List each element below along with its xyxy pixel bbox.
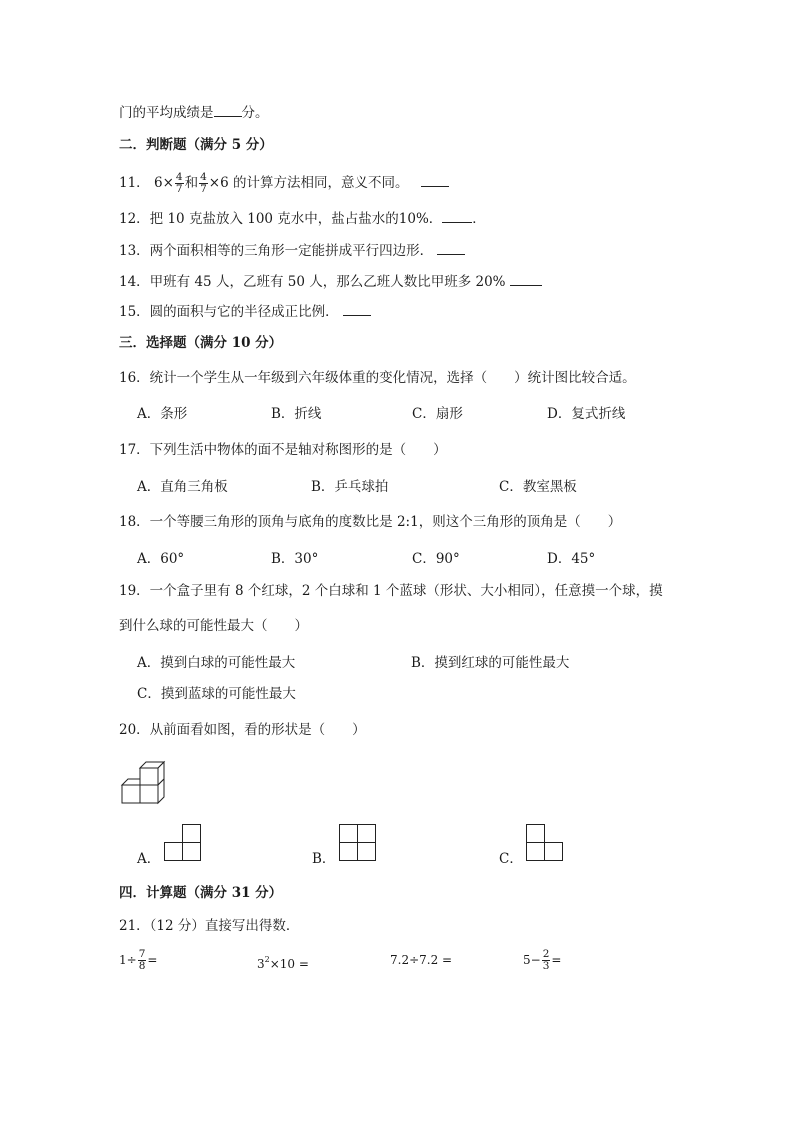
fraction-denominator: 7 bbox=[200, 183, 207, 195]
question-11 bbox=[119, 170, 449, 196]
expr-text: 6× bbox=[153, 175, 174, 191]
option-a[interactable]: A．60° bbox=[137, 551, 185, 567]
option-a[interactable]: A．摸到白球的可能性最大 bbox=[137, 655, 296, 671]
fraction-denominator: 3 bbox=[542, 960, 550, 972]
question-19-line2: 到什么球的可能性最大（ ） bbox=[119, 618, 308, 634]
intro-after-text: 分。 bbox=[241, 105, 269, 121]
question-19-line1: 19．一个盒子里有 8 个红球，2 个白球和 1 个蓝球（形状、大小相同），任意摸一个球，摸 bbox=[119, 583, 663, 599]
fraction bbox=[199, 172, 208, 195]
option-b[interactable]: B．30° bbox=[271, 551, 319, 567]
option-c[interactable]: C．教室黑板 bbox=[499, 479, 577, 495]
intro-line bbox=[119, 104, 269, 122]
answer-blank[interactable] bbox=[510, 273, 542, 286]
expr-text: ×10 = bbox=[269, 957, 309, 971]
question-12 bbox=[119, 210, 486, 228]
question-18: 18．一个等腰三角形的顶角与底角的度数比是 2:1，则这个三角形的顶角是（ ） bbox=[119, 514, 622, 530]
option-b[interactable]: B．摸到红球的可能性最大 bbox=[411, 655, 570, 671]
fraction-denominator: 8 bbox=[138, 960, 146, 972]
calc-expression-2 bbox=[257, 951, 309, 973]
fraction-numerator: 7 bbox=[138, 948, 146, 960]
question-text: 14．甲班有 45 人，乙班有 50 人，那么乙班人数比甲班多 20% bbox=[119, 274, 506, 290]
fraction-denominator: 7 bbox=[175, 183, 183, 195]
expr-text: 1÷ bbox=[119, 953, 137, 967]
fraction-numerator: 2 bbox=[542, 948, 550, 960]
section-title-calculation: 四．计算题（满分 31 分） bbox=[119, 885, 283, 901]
option-c[interactable]: C． bbox=[499, 851, 523, 867]
question-16: 16．统计一个学生从一年级到六年级体重的变化情况，选择（ ）统计图比较合适。 bbox=[119, 370, 636, 386]
fraction bbox=[175, 172, 184, 195]
option-c[interactable]: C．摸到蓝球的可能性最大 bbox=[137, 686, 296, 702]
expr-text: 和 bbox=[184, 175, 199, 191]
answer-blank[interactable] bbox=[442, 210, 472, 223]
option-a-view-icon bbox=[164, 824, 204, 864]
question-text: 15．圆的面积与它的半径成正比例． bbox=[119, 304, 339, 320]
question-number: 11． bbox=[119, 175, 150, 191]
option-d[interactable]: D．复式折线 bbox=[547, 406, 626, 422]
answer-blank[interactable] bbox=[214, 104, 242, 117]
calc-expression-1 bbox=[119, 946, 157, 974]
answer-blank[interactable] bbox=[437, 242, 465, 255]
option-a[interactable]: A．条形 bbox=[137, 406, 188, 422]
question-21: 21．（12 分）直接写出得数． bbox=[119, 918, 300, 934]
calc-expression-4 bbox=[523, 946, 561, 974]
question-text: 12．把 10 克盐放入 100 克水中，盐占盐水的10%． bbox=[119, 211, 443, 227]
fraction bbox=[138, 949, 147, 972]
expr-text: = bbox=[551, 953, 562, 967]
fraction-numerator: 4 bbox=[200, 171, 207, 183]
answer-blank[interactable] bbox=[343, 303, 371, 316]
option-b[interactable]: B．折线 bbox=[271, 406, 322, 422]
option-d[interactable]: D．45° bbox=[547, 551, 596, 567]
calc-expression-3: 7.2÷7.2 = bbox=[390, 953, 453, 967]
question-text: 13．两个面积相等的三角形一定能拼成平行四边形． bbox=[119, 243, 434, 259]
expr-text: 5− bbox=[523, 953, 541, 967]
section-title-choice: 三．选择题（满分 10 分） bbox=[119, 335, 283, 351]
question-17: 17．下列生活中物体的面不是轴对称图形的是（ ） bbox=[119, 442, 447, 458]
option-a[interactable]: A． bbox=[137, 851, 161, 867]
question-end: ． bbox=[472, 211, 486, 227]
expr-text: ×6 的计算方法相同，意义不同。 bbox=[208, 175, 409, 191]
option-c-view-icon bbox=[526, 824, 566, 864]
expr-exponent: 2 bbox=[264, 955, 270, 964]
intro-text: 门的平均成绩是 bbox=[119, 105, 214, 121]
cube-stack-figure bbox=[120, 760, 180, 806]
fraction bbox=[542, 949, 551, 972]
question-14 bbox=[119, 273, 542, 291]
option-c[interactable]: C．90° bbox=[412, 551, 460, 567]
section-title-judgement: 二．判断题（满分 5 分） bbox=[119, 137, 273, 153]
option-b[interactable]: B．乒乓球拍 bbox=[311, 479, 389, 495]
question-15 bbox=[119, 303, 371, 321]
expr-text: = bbox=[147, 953, 158, 967]
expr-base: 3 bbox=[257, 957, 265, 971]
option-c[interactable]: C．扇形 bbox=[412, 406, 463, 422]
option-b[interactable]: B． bbox=[312, 851, 336, 867]
option-a[interactable]: A．直角三角板 bbox=[137, 479, 228, 495]
question-13 bbox=[119, 242, 465, 260]
question-20: 20．从前面看如图，看的形状是（ ） bbox=[119, 722, 366, 738]
answer-blank[interactable] bbox=[421, 174, 449, 187]
fraction-numerator: 4 bbox=[175, 171, 183, 183]
option-b-view-icon bbox=[339, 824, 379, 864]
